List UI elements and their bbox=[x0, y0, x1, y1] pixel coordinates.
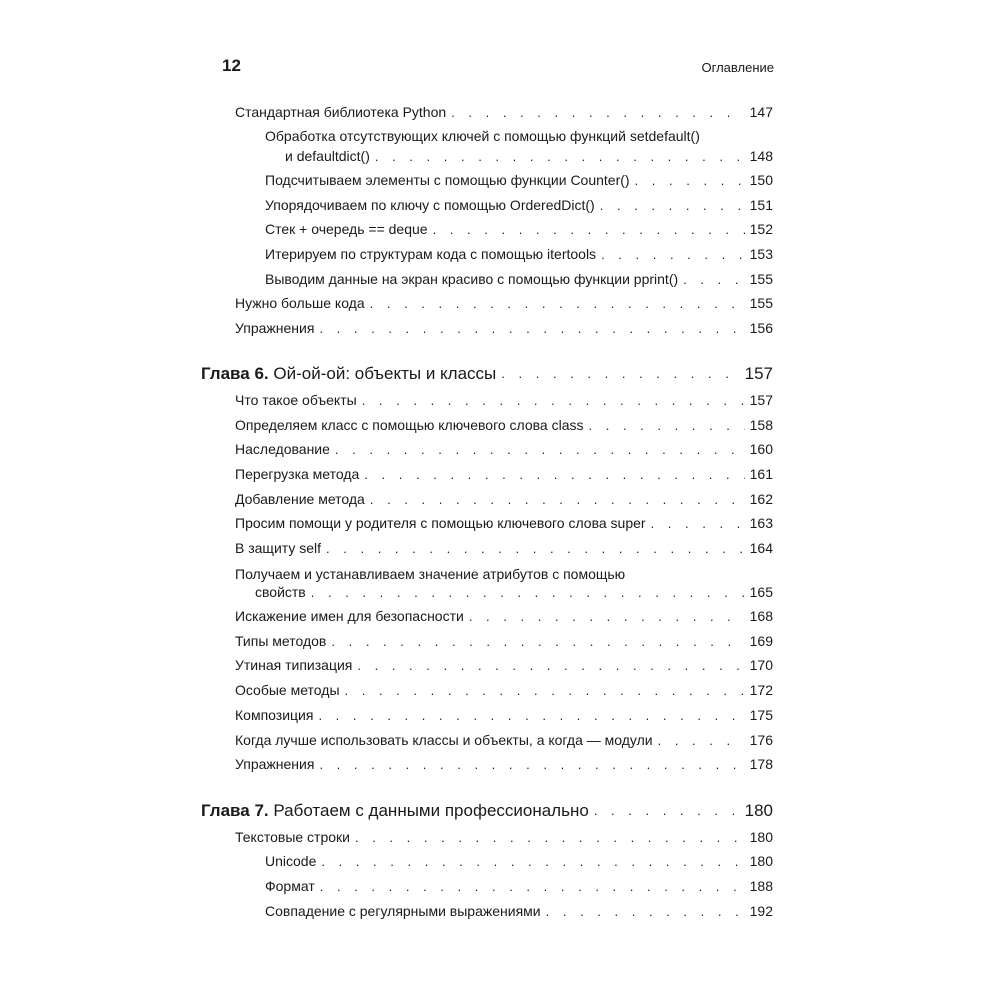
toc-entry-title: Перегрузка метода bbox=[235, 466, 360, 482]
dot-leader bbox=[321, 853, 744, 870]
dot-leader bbox=[362, 392, 745, 409]
toc-entry-page: 163 bbox=[749, 515, 773, 531]
toc-entry bbox=[265, 221, 773, 238]
toc-entry bbox=[235, 320, 773, 337]
dot-leader bbox=[600, 197, 745, 214]
toc-entry-title: Нужно больше кода bbox=[235, 295, 365, 311]
toc-entry-title: Наследование bbox=[235, 441, 330, 457]
dot-leader bbox=[433, 221, 745, 238]
toc-entry bbox=[235, 515, 773, 532]
dot-leader bbox=[594, 801, 740, 821]
dot-leader bbox=[451, 104, 744, 121]
toc-entry-title: Особые методы bbox=[235, 682, 340, 698]
toc-entry-title: Совпадение с регулярными выражениями bbox=[265, 903, 541, 919]
toc-entry bbox=[235, 466, 773, 483]
toc-entry-title: Что такое объекты bbox=[235, 392, 357, 408]
dot-leader bbox=[326, 540, 745, 557]
toc-entry-title: В защиту self bbox=[235, 540, 322, 556]
toc-entry bbox=[235, 608, 773, 625]
toc-entry-title: Упражнения bbox=[235, 320, 315, 336]
dot-leader bbox=[658, 732, 745, 749]
toc-entry-title: Упорядочиваем по ключу с помощью OrderedDict() bbox=[265, 197, 595, 213]
toc-entry bbox=[265, 197, 773, 214]
toc-entry-page: 170 bbox=[749, 657, 773, 673]
toc-entry-page: 160 bbox=[749, 441, 773, 457]
dot-leader bbox=[364, 466, 744, 483]
dot-leader bbox=[589, 417, 745, 434]
toc-entry-page: 148 bbox=[749, 148, 773, 164]
dot-leader bbox=[345, 682, 745, 699]
toc-entry-page: 147 bbox=[749, 104, 773, 120]
toc-entry-title: Стандартная библиотека Python bbox=[235, 104, 447, 120]
toc-entry-page: 180 bbox=[749, 829, 773, 845]
toc-entry-page: 180 bbox=[744, 801, 773, 820]
toc-entry-page: 156 bbox=[749, 320, 773, 336]
chapter-label: Глава 7. bbox=[201, 801, 269, 820]
dot-leader bbox=[357, 657, 744, 674]
toc-entry bbox=[235, 295, 773, 312]
dot-leader bbox=[375, 148, 745, 165]
dot-leader bbox=[501, 364, 739, 384]
dot-leader bbox=[601, 246, 745, 263]
dot-leader bbox=[319, 756, 744, 773]
toc-entry-page: 155 bbox=[749, 295, 773, 311]
dot-leader bbox=[546, 903, 745, 920]
toc-entry bbox=[235, 417, 773, 434]
toc-entry bbox=[265, 853, 773, 870]
toc-entry bbox=[265, 172, 773, 189]
toc-entry-title: Unicode bbox=[265, 853, 317, 869]
toc-entry-title: Определяем класс с помощью ключевого слова class bbox=[235, 417, 584, 433]
dot-leader bbox=[651, 515, 745, 532]
dot-leader bbox=[320, 878, 745, 895]
toc-entry-page: 172 bbox=[749, 682, 773, 698]
toc-entry bbox=[235, 104, 773, 121]
toc-entry bbox=[265, 271, 773, 288]
toc-entry bbox=[235, 682, 773, 699]
toc-entry bbox=[235, 732, 773, 749]
toc-entry-page: 168 bbox=[749, 608, 773, 624]
toc-entry-page: 169 bbox=[749, 633, 773, 649]
dot-leader bbox=[318, 707, 744, 724]
toc-entry-title: Просим помощи у родителя с помощью ключевого слова super bbox=[235, 515, 646, 531]
toc-entry-page: 164 bbox=[749, 540, 773, 556]
toc-entry-page: 161 bbox=[749, 466, 773, 482]
toc-entry-page: 178 bbox=[749, 756, 773, 772]
toc-entry bbox=[235, 392, 773, 409]
dot-leader bbox=[319, 320, 744, 337]
toc-entry-title: Типы методов bbox=[235, 633, 327, 649]
toc-entry bbox=[265, 246, 773, 263]
toc-entry-page: 152 bbox=[749, 221, 773, 237]
toc-entry-page: 157 bbox=[749, 392, 773, 408]
toc-entry-title-line1: Получаем и устанавливаем значение атрибутов с помощью bbox=[235, 566, 626, 582]
toc-entry-title: Когда лучше использовать классы и объекты, а когда — модули bbox=[235, 732, 653, 748]
toc-entry-title: Итерируем по структурам кода с помощью itertools bbox=[265, 246, 597, 262]
toc-chapter-heading bbox=[201, 364, 773, 384]
toc-entry-title: Текстовые строки bbox=[235, 829, 350, 845]
chapter-name: Работаем с данными профессионально bbox=[273, 801, 589, 820]
toc-entry-title: Упражнения bbox=[235, 756, 315, 772]
toc-entry-title: Искажение имен для безопасности bbox=[235, 608, 464, 624]
toc-entry bbox=[235, 829, 773, 846]
toc-entry bbox=[235, 633, 773, 650]
toc-entry-title: Выводим данные на экран красиво с помощью функции pprint() bbox=[265, 271, 679, 287]
chapter-title bbox=[201, 801, 589, 821]
dot-leader bbox=[370, 295, 745, 312]
toc-entry-title-line2: свойств bbox=[255, 584, 306, 600]
chapter-title bbox=[201, 364, 496, 384]
toc-entry bbox=[235, 491, 773, 508]
running-head: Оглавление bbox=[701, 60, 774, 75]
toc-entry-page: 150 bbox=[749, 172, 773, 188]
toc-entry-page: 165 bbox=[749, 584, 773, 600]
dot-leader bbox=[355, 829, 745, 846]
toc-entry bbox=[265, 903, 773, 920]
dot-leader bbox=[311, 584, 745, 601]
toc-entry-page: 192 bbox=[749, 903, 773, 919]
toc-entry bbox=[235, 756, 773, 773]
chapter-label: Глава 6. bbox=[201, 364, 269, 383]
toc-entry bbox=[255, 584, 773, 601]
toc-entry-title: Формат bbox=[265, 878, 315, 894]
chapter-name: Ой-ой-ой: объекты и классы bbox=[273, 364, 497, 383]
toc-entry-page: 175 bbox=[749, 707, 773, 723]
toc-entry-title-line2: и defaultdict() bbox=[285, 148, 370, 164]
toc-entry-title: Подсчитываем элементы с помощью функции Counter() bbox=[265, 172, 630, 188]
dot-leader bbox=[469, 608, 745, 625]
page-number: 12 bbox=[222, 56, 241, 75]
toc-entry-page: 188 bbox=[749, 878, 773, 894]
dot-leader bbox=[683, 271, 744, 288]
dot-leader bbox=[635, 172, 745, 189]
toc-entry bbox=[235, 540, 773, 557]
toc-entry bbox=[235, 441, 773, 458]
toc-entry bbox=[265, 878, 773, 895]
toc-entry-page: 153 bbox=[749, 246, 773, 262]
toc-entry-title: Композиция bbox=[235, 707, 314, 723]
toc-entry bbox=[235, 707, 773, 724]
toc-entry-page: 157 bbox=[744, 364, 773, 383]
toc-entry-title-line1: Обработка отсутствующих ключей с помощью функций setdefault() bbox=[265, 128, 700, 144]
toc-entry-title: Добавление метода bbox=[235, 491, 365, 507]
toc-entry bbox=[235, 657, 773, 674]
dot-leader bbox=[370, 491, 745, 508]
toc-entry-page: 158 bbox=[749, 417, 773, 433]
toc-entry-page: 176 bbox=[749, 732, 773, 748]
dot-leader bbox=[335, 441, 745, 458]
toc-entry-page: 155 bbox=[749, 271, 773, 287]
toc-chapter-heading bbox=[201, 801, 773, 821]
toc-entry-page: 180 bbox=[749, 853, 773, 869]
toc-entry-title: Стек + очередь == deque bbox=[265, 221, 428, 237]
toc-entry-page: 151 bbox=[749, 197, 773, 213]
dot-leader bbox=[331, 633, 744, 650]
toc-entry-page: 162 bbox=[749, 491, 773, 507]
toc-entry-title: Утиная типизация bbox=[235, 657, 353, 673]
toc-entry bbox=[285, 148, 773, 165]
